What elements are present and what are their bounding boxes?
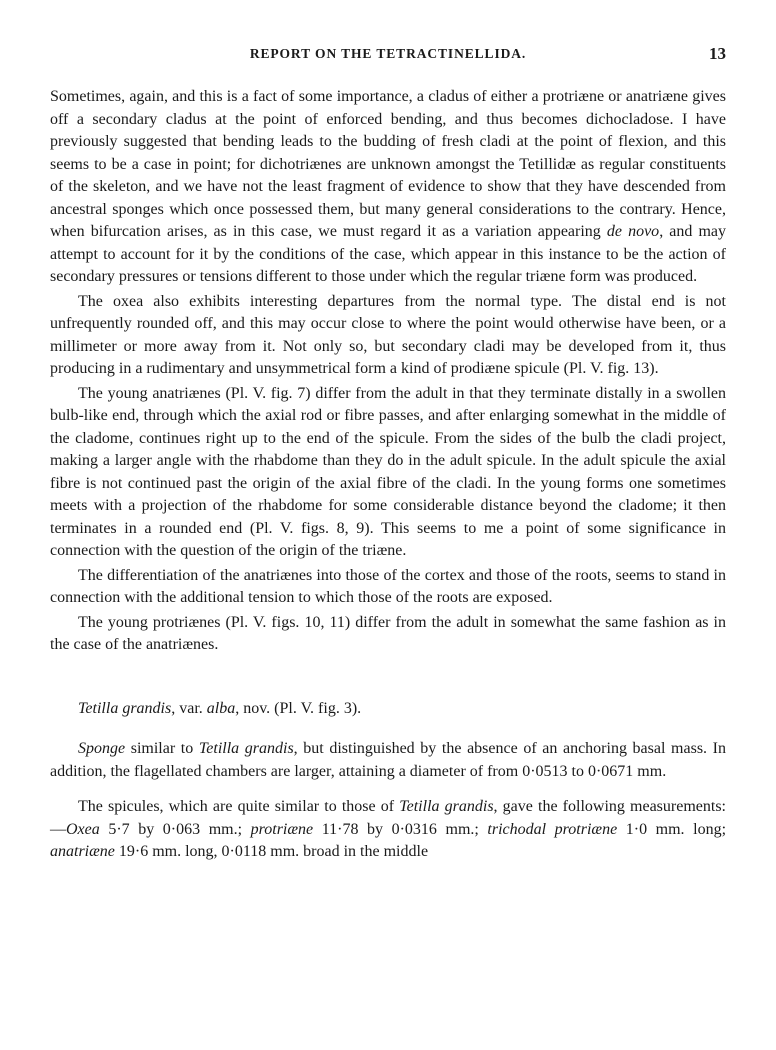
italic-species: Tetilla grandis (399, 798, 494, 815)
italic-term: protriæne (250, 820, 314, 838)
heading-sep: , var. (171, 699, 207, 717)
paragraph-text: , gave the following measurements:— (50, 798, 727, 838)
body-text (50, 86, 726, 866)
italic-term: Oxea (66, 820, 100, 838)
paragraph-young-protriaenes: The young protriænes (Pl. V. figs. 10, 11) differ from the adult in somewhat the same fashion as in the case of the anatriænes. (50, 613, 726, 653)
paragraph-dichocladose (50, 86, 726, 289)
paragraph-sponge (50, 738, 726, 783)
paragraph-young-anatriaenes: The young anatriænes (Pl. V. fig. 7) differ from the adult in that they terminate distally in a swollen bulb-like end, through which the axial rod or fibre passes, and after enlarging somewhat in the middle of the cladome, continues right up to the end of the spicule. From the sides of the bulb the cladi project, making a larger angle with the rhabdome than they do in the adult spicule. In the adult spicule the axial fibre is not continued past the origin of the axial fibre of the cladi. In the young forms one sometimes meets with a projection of the rhabdome for some considerable distance beyond the cladome; it then terminates in a rounded end (Pl. V. figs. 8, 9). This seems to me a point of some significance in connection with the question of the origin of the triæne. (50, 384, 726, 559)
italic-species: Tetilla grandis (198, 740, 294, 757)
heading-variety: alba (206, 699, 236, 717)
heading-rest: , nov. (Pl. V. fig. 3). (235, 699, 362, 717)
paragraph-text: similar to (125, 740, 199, 757)
paragraph-text: Sometimes, again, and this is a fact of some importance, a cladus of either a protriæne or anatriæne gives off a secondary cladus at the point of enforced bending, and thus becomes dichocladose. I have previously suggested that bending leads to the budding of fresh cladi at the point of flexion, and this seems to be a case in point; for dichotriænes are unknown amongst the Tetillidæ as regular constituents of the skeleton, and we have not the least fragment of evidence to show that they have descended from ancestral sponges which once possessed them, but many general considerations to the contrary. Hence, when bifurcation arises, as in this case, we must regard it as a variation appearing (50, 88, 726, 240)
italic-term: de novo (606, 223, 660, 240)
paragraph-spicule-measurements (50, 796, 726, 864)
italic-term: trichodal protriæne (487, 820, 618, 838)
running-title: REPORT ON THE TETRACTINELLIDA. (249, 46, 527, 61)
paragraph-text: , but distinguished by the absence of an anchoring basal mass. In addition, the flagellated chambers are larger, attaining a diameter of from 0·0513 to 0·0671 mm. (50, 740, 726, 780)
paragraph-differentiation: The differentiation of the anatriænes into those of the cortex and those of the roots, seems to stand in connection with the additional tension to which those of the roots are exposed. (50, 566, 726, 606)
page-number: 13 (709, 44, 726, 63)
paragraph-text: The spicules, which are quite similar to those of (78, 798, 400, 815)
paragraph-text: 5·7 by 0·063 mm.; (99, 820, 251, 838)
paragraph-text: , and may attempt to account for it by the conditions of the case, which appear in this instance to be the action of secondary pressures or tensions different to those under which the regular triæne form was produced. (50, 223, 727, 285)
paragraph-oxea: The oxea also exhibits interesting departures from the normal type. The distal end is not unfrequently rounded off, and this may occur close to where the point would otherwise have been, or a millimeter or more away from it. Not only so, but secondary cladi may be developed from it, thus producing in a rudimentary and unsymmetrical form a kind of prodiæne spicule (Pl. V. fig. 13). (50, 292, 726, 377)
paragraph-text: 1·0 mm. long; (617, 820, 727, 838)
heading-genus: Tetilla grandis (78, 699, 172, 717)
italic-term: anatriæne (50, 843, 115, 860)
section-heading-tetilla-grandis-alba (50, 698, 726, 721)
paragraph-text: 11·78 by 0·0316 mm.; (313, 820, 488, 838)
page-header (50, 46, 726, 68)
italic-term: Sponge (78, 740, 126, 757)
paragraph-text: 19·6 mm. long, 0·0118 mm. broad in the middle (114, 843, 429, 860)
